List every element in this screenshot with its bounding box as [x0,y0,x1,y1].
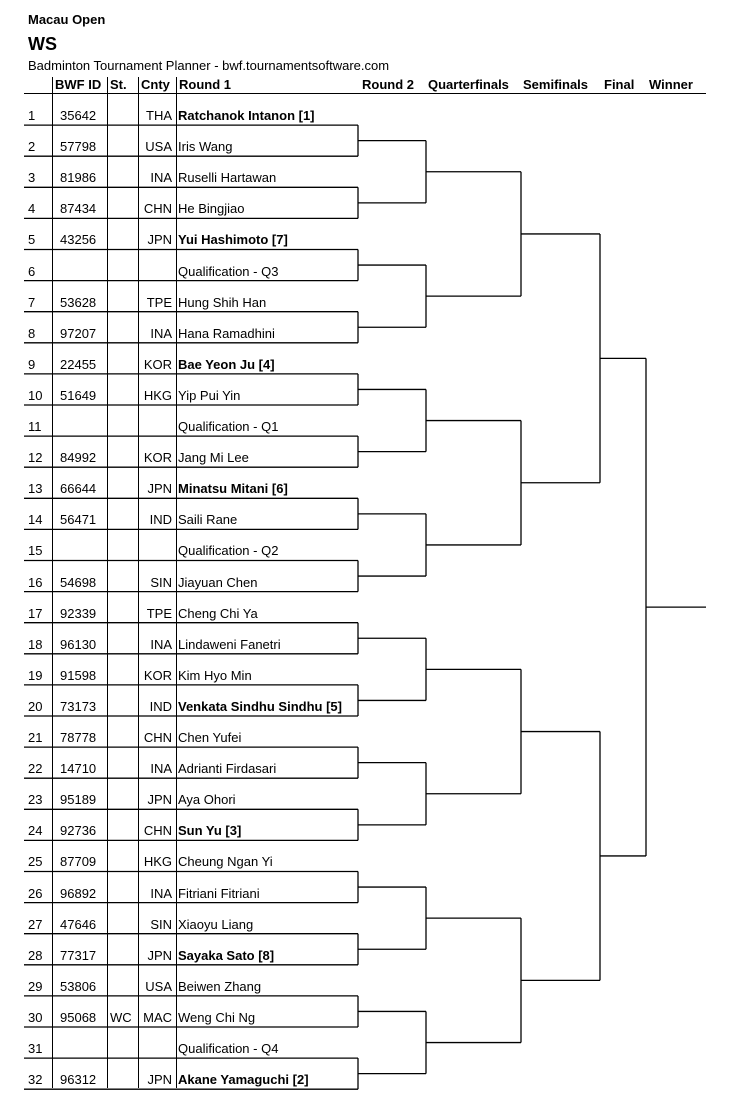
country-code: KOR [143,356,172,372]
player-name: Yui Hashimoto [7] [178,232,288,248]
header-bwf-id: BWF ID [55,77,102,92]
draw-position: 5 [28,232,36,248]
player-name: Qualification - Q1 [178,419,279,434]
draw-position: 31 [28,1041,43,1056]
bwf-id: 54698 [60,574,97,590]
player-name: Sun Yu [3] [178,823,242,839]
player-name: Beiwen Zhang [178,978,262,994]
header-round-1: Round 1 [179,77,231,92]
bwf-id: 81986 [60,170,97,186]
player-name: Yip Pui Yin [178,387,241,403]
player-name: He Bingjiao [178,201,245,217]
country-code: CHN [143,730,172,745]
country-code: MAC [143,1009,172,1025]
draw-row [24,94,358,125]
draw-row [24,281,358,312]
bwf-id: 95068 [60,1009,97,1025]
country-code: SIN [150,574,172,590]
draw-position: 12 [28,450,43,466]
header-quarterfinals: Quarterfinals [428,77,509,92]
draw-position: 3 [28,170,36,186]
draw-row [24,903,358,934]
player-name: Fitriani Fitriani [178,885,260,901]
draw-position: 16 [28,574,43,590]
draw-position: 20 [28,698,43,714]
country-code: INA [150,885,172,901]
draw-position: 11 [28,419,42,434]
draw-position: 24 [28,823,43,839]
country-code: JPN [147,792,172,808]
country-code: USA [145,139,172,155]
draw-position: 14 [28,512,43,528]
draw-position: 22 [28,761,43,777]
player-name: Ratchanok Intanon [1] [178,108,315,123]
draw-row [24,467,358,498]
country-code: USA [145,978,172,994]
bwf-id: 84992 [60,450,97,466]
draw-position: 13 [28,481,43,497]
country-code: THA [146,108,172,123]
country-code: KOR [143,667,172,683]
player-name: Xiaoyu Liang [178,916,254,932]
draw-position: 4 [28,201,36,217]
draw-row [24,996,358,1027]
bwf-id: 73173 [60,698,97,714]
draw-position: 29 [28,978,43,994]
player-name: Adrianti Firdasari [178,761,277,777]
bwf-id: 47646 [60,916,97,932]
country-code: SIN [150,916,172,932]
bwf-id: 53628 [60,294,97,310]
header-winner: Winner [649,77,693,92]
entry-status: WC [110,1009,132,1025]
country-code: KOR [143,450,172,466]
draw-row [24,965,358,996]
player-name: Jiayuan Chen [178,574,258,590]
player-name: Lindaweni Fanetri [178,636,281,652]
header-country: Cnty [141,77,170,92]
player-name: Jang Mi Lee [178,450,249,466]
draw-row [24,654,358,685]
draw-row [24,312,358,343]
draw-row [24,498,358,529]
player-name: Akane Yamaguchi [2] [178,1072,309,1088]
draw-position: 10 [28,387,43,403]
draw-row [24,716,358,747]
country-code: INA [150,325,172,341]
player-name: Cheng Chi Ya [178,605,258,621]
draw-row [24,218,358,249]
draw-row [24,934,358,965]
bwf-id: 57798 [60,139,97,155]
bwf-id: 87709 [60,854,97,870]
bwf-id: 43256 [60,232,97,248]
country-code: CHN [143,823,172,839]
draw-position: 15 [28,543,43,559]
draw-position: 30 [28,1009,43,1025]
draw-row [24,156,358,187]
draw-position: 2 [28,139,36,155]
draw-position: 27 [28,916,43,932]
draw-position: 23 [28,792,43,808]
draw-row [24,747,358,778]
draw-row [24,809,358,840]
country-code: JPN [147,1072,172,1088]
player-name: Hana Ramadhini [178,325,275,341]
draw-row [24,840,358,871]
draw-position: 18 [28,636,43,652]
draw-position: 17 [28,605,43,621]
draw-position: 7 [28,294,36,310]
country-code: INA [150,636,172,652]
draw-position: 32 [28,1072,43,1088]
draw-name: WS [28,34,57,54]
draw-position: 8 [28,325,36,341]
bwf-id: 51649 [60,387,97,403]
bwf-id: 53806 [60,978,97,994]
player-name: Ruselli Hartawan [178,170,277,186]
bwf-id: 77317 [60,947,97,963]
player-name: Chen Yufei [178,730,242,745]
bwf-id: 91598 [60,667,97,683]
player-name: Venkata Sindhu Sindhu [5] [178,698,342,714]
draw-position: 1 [28,108,36,123]
draw-row [24,872,358,903]
player-name: Bae Yeon Ju [4] [178,356,275,372]
player-name: Aya Ohori [178,792,236,808]
draw-row [24,529,358,560]
bwf-id: 56471 [60,512,97,528]
bwf-id: 96892 [60,885,97,901]
draw-row [24,623,358,654]
draw-row [24,250,358,281]
player-name: Sayaka Sato [8] [178,947,275,963]
draw-row [24,187,358,218]
bwf-id: 97207 [60,325,97,341]
player-name: Cheung Ngan Yi [178,854,273,870]
player-name: Minatsu Mitani [6] [178,481,288,497]
player-name: Kim Hyo Min [178,667,252,683]
draw-row [24,561,358,592]
player-name: Weng Chi Ng [178,1009,256,1025]
player-name: Hung Shih Han [178,294,267,310]
event-name: Macau Open [28,12,106,27]
draw-row [24,685,358,716]
draw-position: 19 [28,667,43,683]
country-code: INA [150,761,172,777]
draw-row [24,778,358,809]
country-code: TPE [146,294,172,310]
header-round-2: Round 2 [362,77,414,92]
bwf-id: 35642 [60,108,97,123]
draw-position: 9 [28,356,36,372]
draw-position: 26 [28,885,43,901]
country-code: TPE [146,605,172,621]
bwf-id: 96130 [60,636,97,652]
subtitle: Badminton Tournament Planner - bwf.tournamentsoftware.com [28,58,390,73]
draw-row [24,405,358,436]
header-final: Final [604,77,635,92]
country-code: JPN [147,232,172,248]
header-status: St. [110,77,127,92]
draw-row [24,436,358,467]
bwf-id: 14710 [60,761,97,777]
country-code: JPN [147,947,172,963]
country-code: CHN [143,201,172,217]
bwf-id: 92339 [60,605,97,621]
bwf-id: 92736 [60,823,97,839]
bwf-id: 66644 [60,481,97,497]
header-semifinals: Semifinals [523,77,589,92]
draw-position: 25 [28,854,43,870]
bwf-id: 87434 [60,201,97,217]
country-code: IND [149,698,172,714]
player-name: Qualification - Q4 [178,1041,279,1056]
draw-row [24,374,358,405]
draw-row [24,1027,358,1058]
player-name: Iris Wang [178,139,233,155]
bwf-id: 95189 [60,792,97,808]
country-code: INA [150,170,172,186]
bwf-id: 22455 [60,356,97,372]
draw-row [24,125,358,156]
draw-row [24,1058,358,1089]
draw-row [24,592,358,623]
player-name: Qualification - Q2 [178,543,279,559]
draw-position: 6 [28,263,36,279]
bwf-id: 78778 [60,730,97,745]
player-name: Qualification - Q3 [178,263,279,279]
country-code: JPN [147,481,172,497]
bwf-id: 96312 [60,1072,97,1088]
draw-position: 28 [28,947,43,963]
draw-row [24,343,358,374]
draw-position: 21 [28,730,43,745]
player-name: Saili Rane [178,512,238,528]
country-code: HKG [143,387,172,403]
country-code: IND [149,512,172,528]
country-code: HKG [143,854,172,870]
